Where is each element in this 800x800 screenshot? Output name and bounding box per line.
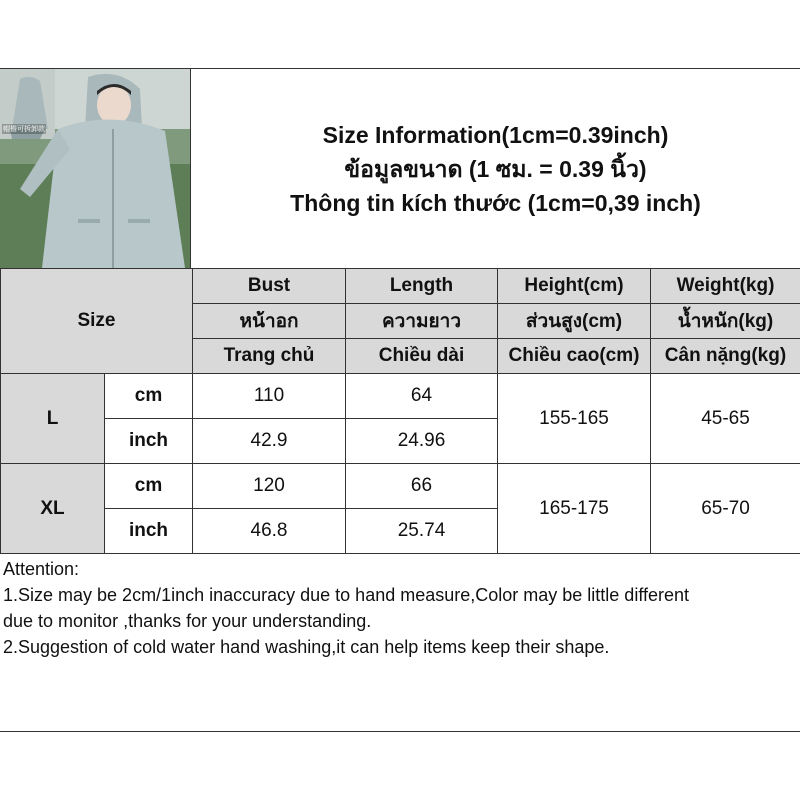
table-row [1, 464, 800, 509]
note-line-3: 2.Suggestion of cold water hand washing,it can help items keep their shape. [3, 637, 610, 657]
notes-title: Attention: [3, 559, 80, 579]
header-height: Height(cm) [498, 269, 651, 304]
unit-cell: inch [105, 509, 193, 554]
size-label-xl: XL [1, 464, 105, 554]
header-bust-thai: หน้าอก [193, 304, 346, 339]
header-height-thai: ส่วนสูง(cm) [498, 304, 651, 339]
bust-cell: 120 [193, 464, 346, 509]
length-cell: 25.74 [346, 509, 498, 554]
bust-cell: 42.9 [193, 419, 346, 464]
header-length-vietnamese: Chiều dài [346, 339, 498, 374]
table-row [1, 374, 800, 419]
unit-cell: inch [105, 419, 193, 464]
header-weight-thai: น้ำหนัก(kg) [651, 304, 800, 339]
header-length-thai: ความยาว [346, 304, 498, 339]
bust-cell: 110 [193, 374, 346, 419]
header-weight-vietnamese: Cân nặng(kg) [651, 339, 800, 374]
header-height-vietnamese: Chiều cao(cm) [498, 339, 651, 374]
unit-cell: cm [105, 464, 193, 509]
bust-cell: 46.8 [193, 509, 346, 554]
header-row-english [1, 269, 800, 304]
size-label-l: L [1, 374, 105, 464]
header-length: Length [346, 269, 498, 304]
unit-cell: cm [105, 374, 193, 419]
product-photo [0, 69, 191, 268]
size-info-vietnamese: Thông tin kích thước (1cm=0,39 inch) [290, 189, 701, 216]
bottom-divider [0, 731, 800, 732]
product-photo-illustration [0, 69, 191, 268]
height-cell: 155-165 [498, 374, 651, 464]
photo-caption: 帽檐可拆卸款 [3, 125, 45, 133]
size-chart [0, 68, 800, 550]
length-cell: 24.96 [346, 419, 498, 464]
size-info-english: Size Information(1cm=0.39inch) [322, 121, 669, 148]
size-info-thai: ข้อมูลขนาด (1 ซม. = 0.39 นิ้ว) [344, 155, 647, 182]
header-bust-vietnamese: Trang chủ [193, 339, 346, 374]
height-cell: 165-175 [498, 464, 651, 554]
size-column-header: Size [1, 269, 193, 374]
header-bust: Bust [193, 269, 346, 304]
size-info-heading [191, 69, 800, 268]
attention-notes [3, 556, 799, 660]
length-cell: 66 [346, 464, 498, 509]
weight-cell: 45-65 [651, 374, 800, 464]
header-weight: Weight(kg) [651, 269, 800, 304]
length-cell: 64 [346, 374, 498, 419]
weight-cell: 65-70 [651, 464, 800, 554]
note-line-1: 1.Size may be 2cm/1inch inaccuracy due to hand measure,Color may be little different [3, 585, 690, 605]
size-table [0, 268, 800, 554]
note-line-2: due to monitor ,thanks for your understanding. [3, 611, 372, 631]
